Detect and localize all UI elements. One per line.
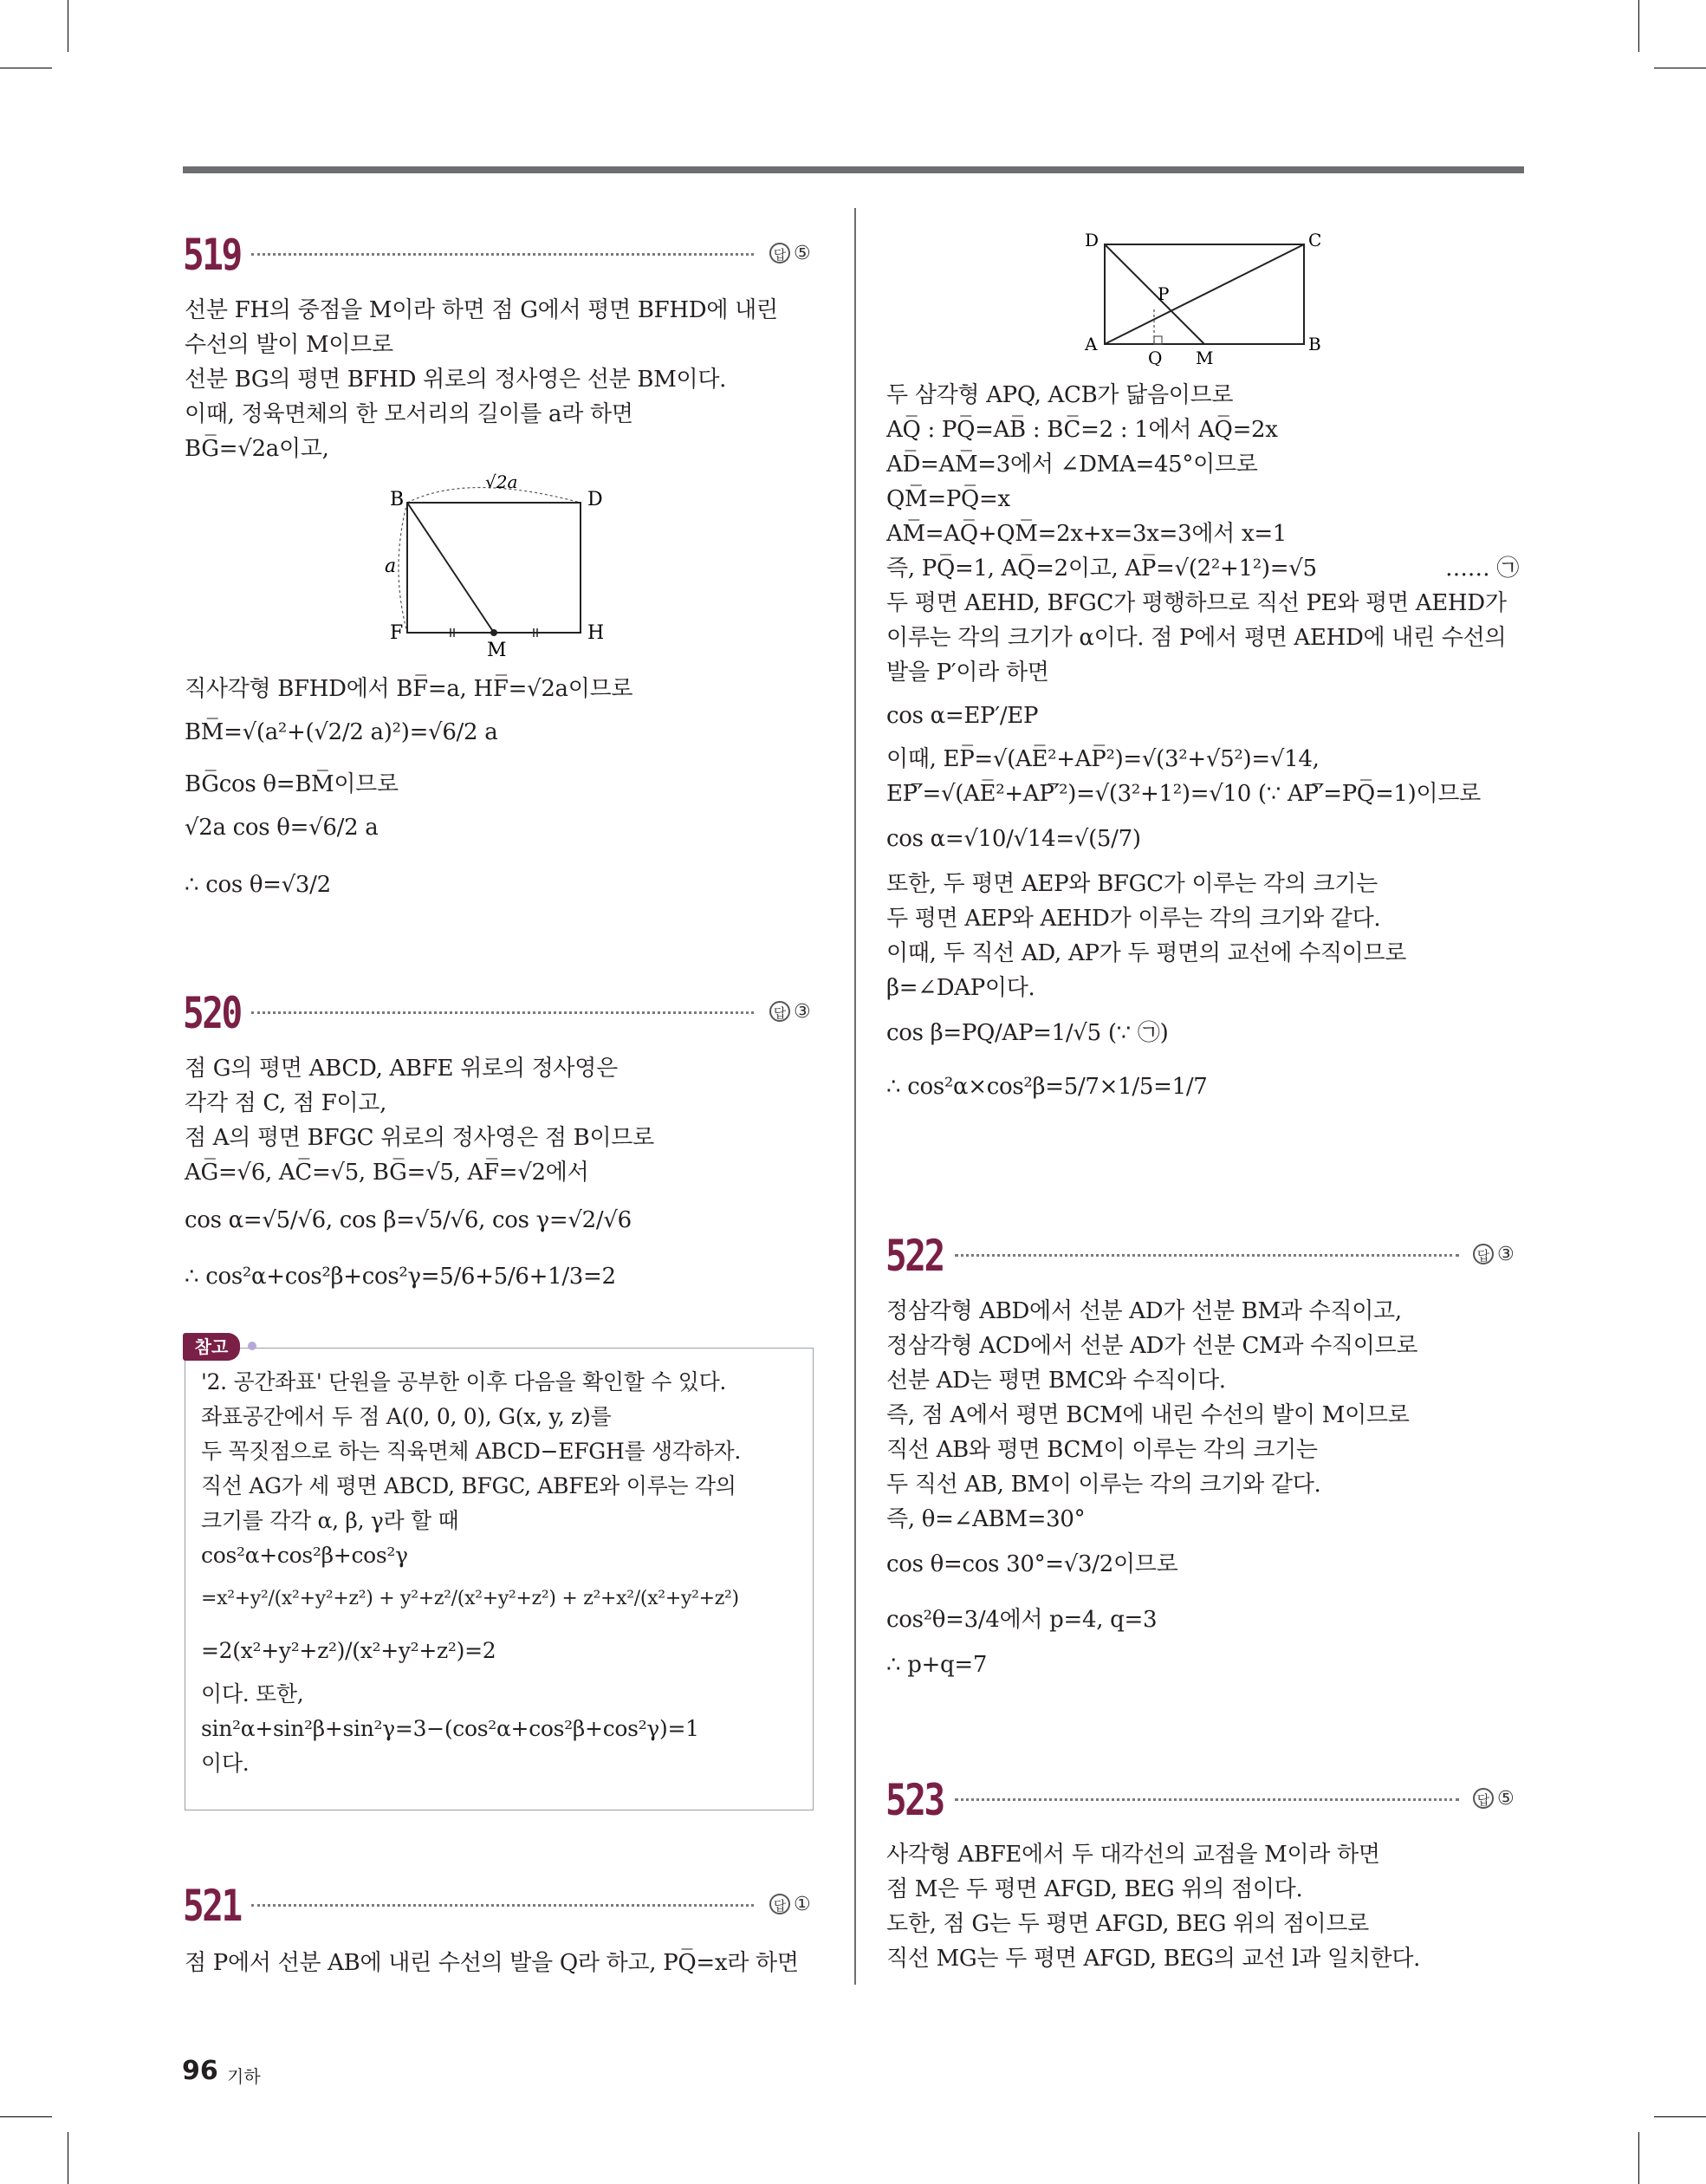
label-B: B <box>390 489 405 510</box>
leader-dots <box>955 1254 1459 1257</box>
solution-519-text <box>185 293 778 466</box>
label-root2a: √2a <box>485 472 518 492</box>
crop-mark <box>1638 0 1639 52</box>
text-line: cos α=√10/√14=√(5/7) <box>886 826 1141 852</box>
crop-mark <box>1638 2132 1639 2184</box>
text-line: cos²θ=3/4에서 p=4, q=3 <box>886 1607 1158 1633</box>
leader-dots <box>251 1011 754 1014</box>
text-line: 즉, θ=∠ABM=30° <box>886 1506 1086 1532</box>
text-line: 발을 P′이라 하면 <box>886 660 1049 686</box>
text-line: AQ̅ : PQ̅=AB̅ : BC̅=2 : 1에서 AQ̅=2x <box>886 417 1278 443</box>
text-line: 선분 FH의 중점을 M이라 하면 점 G에서 평면 BFHD에 내린 <box>185 297 778 323</box>
solution-523-text <box>886 1837 1420 1976</box>
label-D: D <box>1085 230 1099 250</box>
section-label: 기하 <box>227 2066 261 2087</box>
solution-522-text <box>886 1294 1417 1682</box>
text-line: BG̅cos θ=BM̅이므로 <box>185 771 399 797</box>
text-line: 정삼각형 ABD에서 선분 AD가 선분 BM과 수직이고, <box>886 1298 1402 1324</box>
text-line: 선분 BG의 평면 BFHD 위로의 정사영은 선분 BM이다. <box>185 367 727 393</box>
answer-icon: 답 <box>769 243 790 263</box>
text-line: '2. 공간좌표' 단원을 공부한 이후 다음을 확인할 수 있다. <box>201 1369 727 1394</box>
text-line: 이다. <box>201 1751 250 1776</box>
answer-icon: 답 <box>769 1894 790 1914</box>
text-line: 또한, 두 평면 AEP와 BFGC가 이루는 각의 크기는 <box>886 871 1378 897</box>
label-B: B <box>1308 334 1321 354</box>
label-C: C <box>1308 230 1322 250</box>
text-line: 이때, 정육면체의 한 모서리의 길이를 a라 하면 <box>185 401 633 427</box>
solution-521-continued <box>886 378 1507 1113</box>
text-line: √2a cos θ=√6/2 a <box>185 815 379 841</box>
text-line: 두 직선 AB, BM이 이루는 각의 크기와 같다. <box>886 1472 1321 1498</box>
text-line: 정삼각형 ACD에서 선분 AD가 선분 CM과 수직이므로 <box>886 1333 1418 1359</box>
text-line: cos²α+cos²β+cos²γ <box>201 1543 408 1568</box>
text-line: 크기를 각각 α, β, γ라 할 때 <box>201 1508 459 1533</box>
text-line: 좌표공간에서 두 점 A(0, 0, 0), G(x, y, z)를 <box>201 1404 612 1429</box>
text-line: cos α=√5/√6, cos β=√5/√6, cos γ=√2/√6 <box>185 1207 632 1233</box>
text-line: 점 A의 평면 BFGC 위로의 정사영은 점 B이므로 <box>185 1125 654 1151</box>
text-line: cos β=PQ/AP=1/√5 (∵ ㉠) <box>886 1020 1169 1046</box>
text-line: ∴ cos θ=√3/2 <box>185 872 331 898</box>
answer-522: 답 ③ <box>1473 1244 1515 1265</box>
text-line: cos α=EP′/EP <box>886 703 1039 729</box>
text-line: AG̅=√6, AC̅=√5, BG̅=√5, AF̅=√2에서 <box>185 1160 589 1186</box>
text-line: 즉, PQ̅=1, AQ̅=2이고, AP̅=√(2²+1²)=√5 <box>886 556 1317 582</box>
reference-dot <box>248 1342 256 1350</box>
text-line: 두 평면 AEP와 AEHD가 이루는 각의 크기와 같다. <box>886 906 1381 932</box>
text-line: 두 삼각형 APQ, ACB가 닮음이므로 <box>886 382 1234 408</box>
text-line: ∴ cos²α×cos²β=5/7×1/5=1/7 <box>886 1074 1208 1100</box>
figure-rectangle-abcd <box>1074 227 1334 366</box>
figure-rectangle-bfhd <box>381 472 624 663</box>
answer-icon: 답 <box>1473 1788 1494 1809</box>
leader-dots <box>955 1798 1459 1801</box>
answer-519: 답 ⑤ <box>769 243 811 264</box>
label-P: P <box>1158 283 1170 304</box>
crop-mark <box>1654 2116 1706 2117</box>
label-F: F <box>390 622 404 644</box>
text-line: ∴ cos²α+cos²β+cos²γ=5/6+5/6+1/3=2 <box>185 1264 616 1290</box>
reference-text <box>201 1365 741 1781</box>
text-line: 점 G의 평면 ABCD, ABFE 위로의 정사영은 <box>185 1056 618 1082</box>
text-line: sin²α+sin²β+sin²γ=3−(cos²α+cos²β+cos²γ)=1 <box>201 1716 699 1741</box>
answer-icon: 답 <box>769 1001 790 1022</box>
crop-mark <box>0 2116 52 2117</box>
answer-icon: 답 <box>1473 1244 1494 1264</box>
solution-520-text <box>185 1051 654 1303</box>
label-D: D <box>587 489 603 510</box>
problem-number-520: 520 <box>183 988 241 1038</box>
text-line: 두 꼭짓점으로 하는 직육면체 ABCD−EFGH를 생각하자. <box>201 1439 742 1464</box>
label-Q: Q <box>1148 348 1163 366</box>
text-line: 이때, 두 직선 AD, AP가 두 평면의 교선에 수직이므로 <box>886 940 1407 966</box>
text-line: 직선 AB와 평면 BCM이 이루는 각의 크기는 <box>886 1437 1318 1463</box>
page-number: 96 <box>182 2056 218 2086</box>
text-line: AD̅=AM̅=3에서 ∠DMA=45°이므로 <box>886 452 1258 478</box>
text-line: 수선의 발이 M이므로 <box>185 332 393 358</box>
text-line: 사각형 ABFE에서 두 대각선의 교점을 M이라 하면 <box>886 1842 1380 1868</box>
column-divider <box>854 208 856 1985</box>
problem-number-521: 521 <box>183 1881 241 1931</box>
label-a: a <box>385 556 397 577</box>
label-A: A <box>1085 334 1098 354</box>
label-M: M <box>1196 348 1214 366</box>
text-line: AM̅=AQ̅+QM̅=2x+x=3x=3에서 x=1 <box>886 521 1288 547</box>
header-rule <box>183 166 1524 173</box>
text-line: 직사각형 BFHD에서 BF̅=a, HF̅=√2a이므로 <box>185 676 633 702</box>
text-line: QM̅=PQ̅=x <box>886 486 1010 512</box>
text-line: 직선 MG는 두 평면 AFGD, BEG의 교선 l과 일치한다. <box>886 1946 1421 1972</box>
text-line: 점 P에서 선분 AB에 내린 수선의 발을 Q라 하고, PQ̅=x라 하면 <box>185 1950 799 1976</box>
equation-marker: …… ㉠ <box>1445 556 1520 582</box>
text-line: 이루는 각의 크기가 α이다. 점 P에서 평면 AEHD에 내린 수선의 <box>886 625 1507 651</box>
leader-dots <box>251 253 754 256</box>
text-line: 선분 AD는 평면 BMC와 수직이다. <box>886 1368 1226 1394</box>
solution-521-text <box>185 1946 799 1980</box>
text-line: 즉, 점 A에서 평면 BCM에 내린 수선의 발이 M이므로 <box>886 1402 1410 1428</box>
text-line: 각각 점 C, 점 F이고, <box>185 1090 387 1116</box>
text-line: =2(x²+y²+z²)/(x²+y²+z²)=2 <box>201 1638 496 1663</box>
text-line: β=∠DAP이다. <box>886 975 1035 1001</box>
reference-tag: 참고 <box>183 1333 240 1361</box>
answer-521: 답 ① <box>769 1894 811 1915</box>
text-line: 이때, EP̅=√(AE̅²+AP̅²)=√(3²+√5²)=√14, <box>886 746 1320 772</box>
text-line: BG̅=√2a이고, <box>185 436 329 462</box>
text-line: 두 평면 AEHD, BFGC가 평행하므로 직선 PE와 평면 AEHD가 <box>886 590 1507 616</box>
text-line: EP′̅=√(AE̅²+AP′̅²)=√(3²+1²)=√10 (∵ AP′̅=PQ̅=1)이므로 <box>886 781 1481 807</box>
text-line: 도한, 점 G는 두 평면 AFGD, BEG 위의 점이므로 <box>886 1911 1369 1937</box>
text-line: 이다. 또한, <box>201 1681 304 1706</box>
label-M: M <box>487 640 507 661</box>
text-line: cos θ=cos 30°=√3/2이므로 <box>886 1551 1178 1577</box>
leader-dots <box>251 1904 754 1907</box>
label-H: H <box>587 622 605 644</box>
text-line: 직선 AG가 세 평면 ABCD, BFGC, ABFE와 이루는 각의 <box>201 1473 736 1498</box>
answer-523: 답 ⑤ <box>1473 1788 1515 1810</box>
text-line: ∴ p+q=7 <box>886 1652 988 1678</box>
solution-519-text-2 <box>185 667 632 907</box>
text-line: =x²+y²/(x²+y²+z²) + y²+z²/(x²+y²+z²) + z²+x²/(x²+y²+z²) <box>201 1588 739 1609</box>
problem-number-519: 519 <box>183 230 241 280</box>
answer-520: 답 ③ <box>769 1001 811 1023</box>
text-line: BM̅=√(a²+(√2/2 a)²)=√6/2 a <box>185 719 498 745</box>
problem-number-522: 522 <box>885 1231 944 1281</box>
text-line: 점 M은 두 평면 AFGD, BEG 위의 점이다. <box>886 1876 1303 1902</box>
problem-number-523: 523 <box>885 1775 944 1825</box>
